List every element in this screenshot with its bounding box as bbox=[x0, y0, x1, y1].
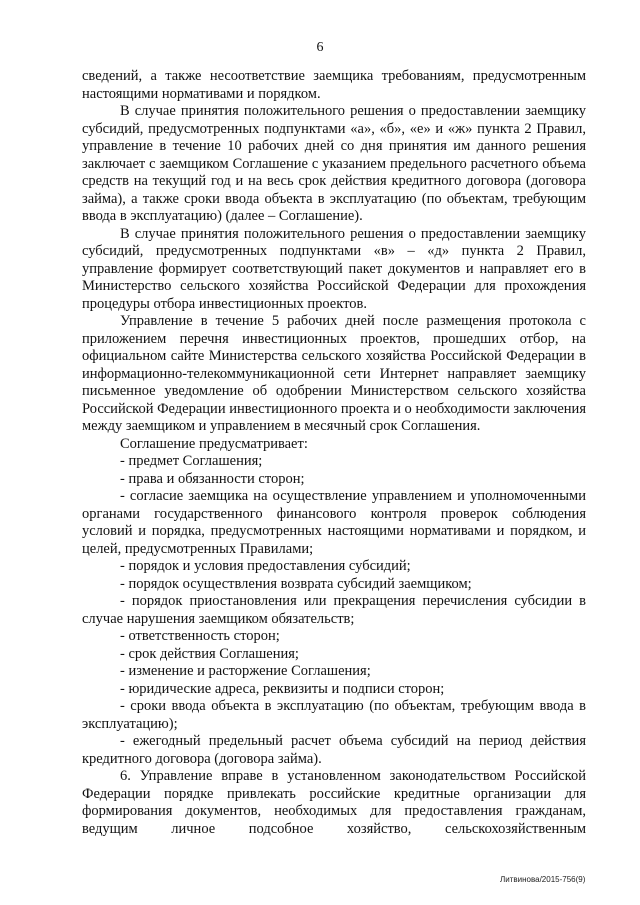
paragraph-agreement-abj: В случае принятия положительного решения о предоставлении заемщику субсидий, предусмотренных подпунктами «а», «б», «е» и «ж» пункта 2 Правил, управление в течение 10 рабочих дней со дня принятия им данного решения заключает с заемщиком Соглашение с указанием предельного расчетного объема средств на текущий год и на весь срок действия кредитного договора (договора займа), а также сроки ввода объекта в эксплуатацию (по объектам, требующим ввода в эксплуатацию) (далее – Соглашение). bbox=[82, 103, 586, 224]
page-number: 6 bbox=[316, 40, 324, 55]
list-item: - юридические адреса, реквизиты и подписи сторон; bbox=[120, 680, 445, 697]
list-item: - ежегодный предельный расчет объема субсидий на период действия кредитного договора (договора займа). bbox=[82, 733, 586, 767]
list-item: - изменение и расторжение Соглашения; bbox=[120, 663, 371, 679]
list-item: - ответственность сторон; bbox=[120, 628, 280, 644]
list-item: - порядок и условия предоставления субсидий; bbox=[120, 558, 411, 574]
list-item: - срок действия Соглашения; bbox=[120, 645, 299, 662]
paragraph-section-6: 6. Управление вправе в установленном законодательством Российской Федерации порядке привлекать российские кредитные организации для формирования документов, необходимых для предоставления гражданам, ведущим личное подсобное хозяйство, сельскохозяйственным bbox=[82, 768, 586, 837]
list-item: - сроки ввода объекта в эксплуатацию (по объектам, требующим ввода в эксплуатацию); bbox=[82, 698, 586, 732]
list-item: - порядок осуществления возврата субсидий заемщиком; bbox=[120, 575, 472, 592]
paragraph-agreement-provides: Соглашение предусматривает: bbox=[120, 435, 308, 452]
list-item: - права и обязанности сторон; bbox=[120, 470, 305, 487]
paragraph-agreement-vd: В случае принятия положительного решения о предоставлении заемщику субсидий, предусмотренных подпунктами «в» – «д» пункта 2 Правил, управление формирует соответствующий пакет документов и направляет его в Министерство сельского хозяйства Российской Федерации для прохождения процедуры отбора инвестиционных проектов. bbox=[82, 225, 586, 312]
paragraph-continuation: сведений, а также несоответствие заемщика требованиям, предусмотренным настоящими нормативами и порядком. bbox=[82, 68, 586, 102]
list-item: - согласие заемщика на осуществление управлением и уполномоченными органами государственного финансового контроля проверок соблюдения условий и порядка, предусмотренных настоящими нормативами и порядком, и целей, предусмотренных Правилами; bbox=[82, 488, 586, 557]
document-body bbox=[82, 68, 586, 838]
list-item: - порядок приостановления или прекращения перечисления субсидии в случае нарушения заемщиком обязательств; bbox=[82, 593, 586, 627]
list-item: - предмет Соглашения; bbox=[120, 453, 263, 469]
document-reference: Литвинова/2015-756(9) bbox=[500, 875, 586, 884]
paragraph-notification: Управление в течение 5 рабочих дней после размещения протокола с приложением перечня инвестиционных проектов, прошедших отбор, на официальном сайте Министерства сельского хозяйства Российской Федерации в информационно-телекоммуникационной сети Интернет направляет заемщику письменное уведомление об одобрении Министерством сельского хозяйства Российской Федерации инвестиционного проекта и о необходимости заключения между заемщиком и управлением в месячный срок Соглашения. bbox=[82, 313, 586, 434]
agreement-terms-list bbox=[82, 453, 586, 768]
